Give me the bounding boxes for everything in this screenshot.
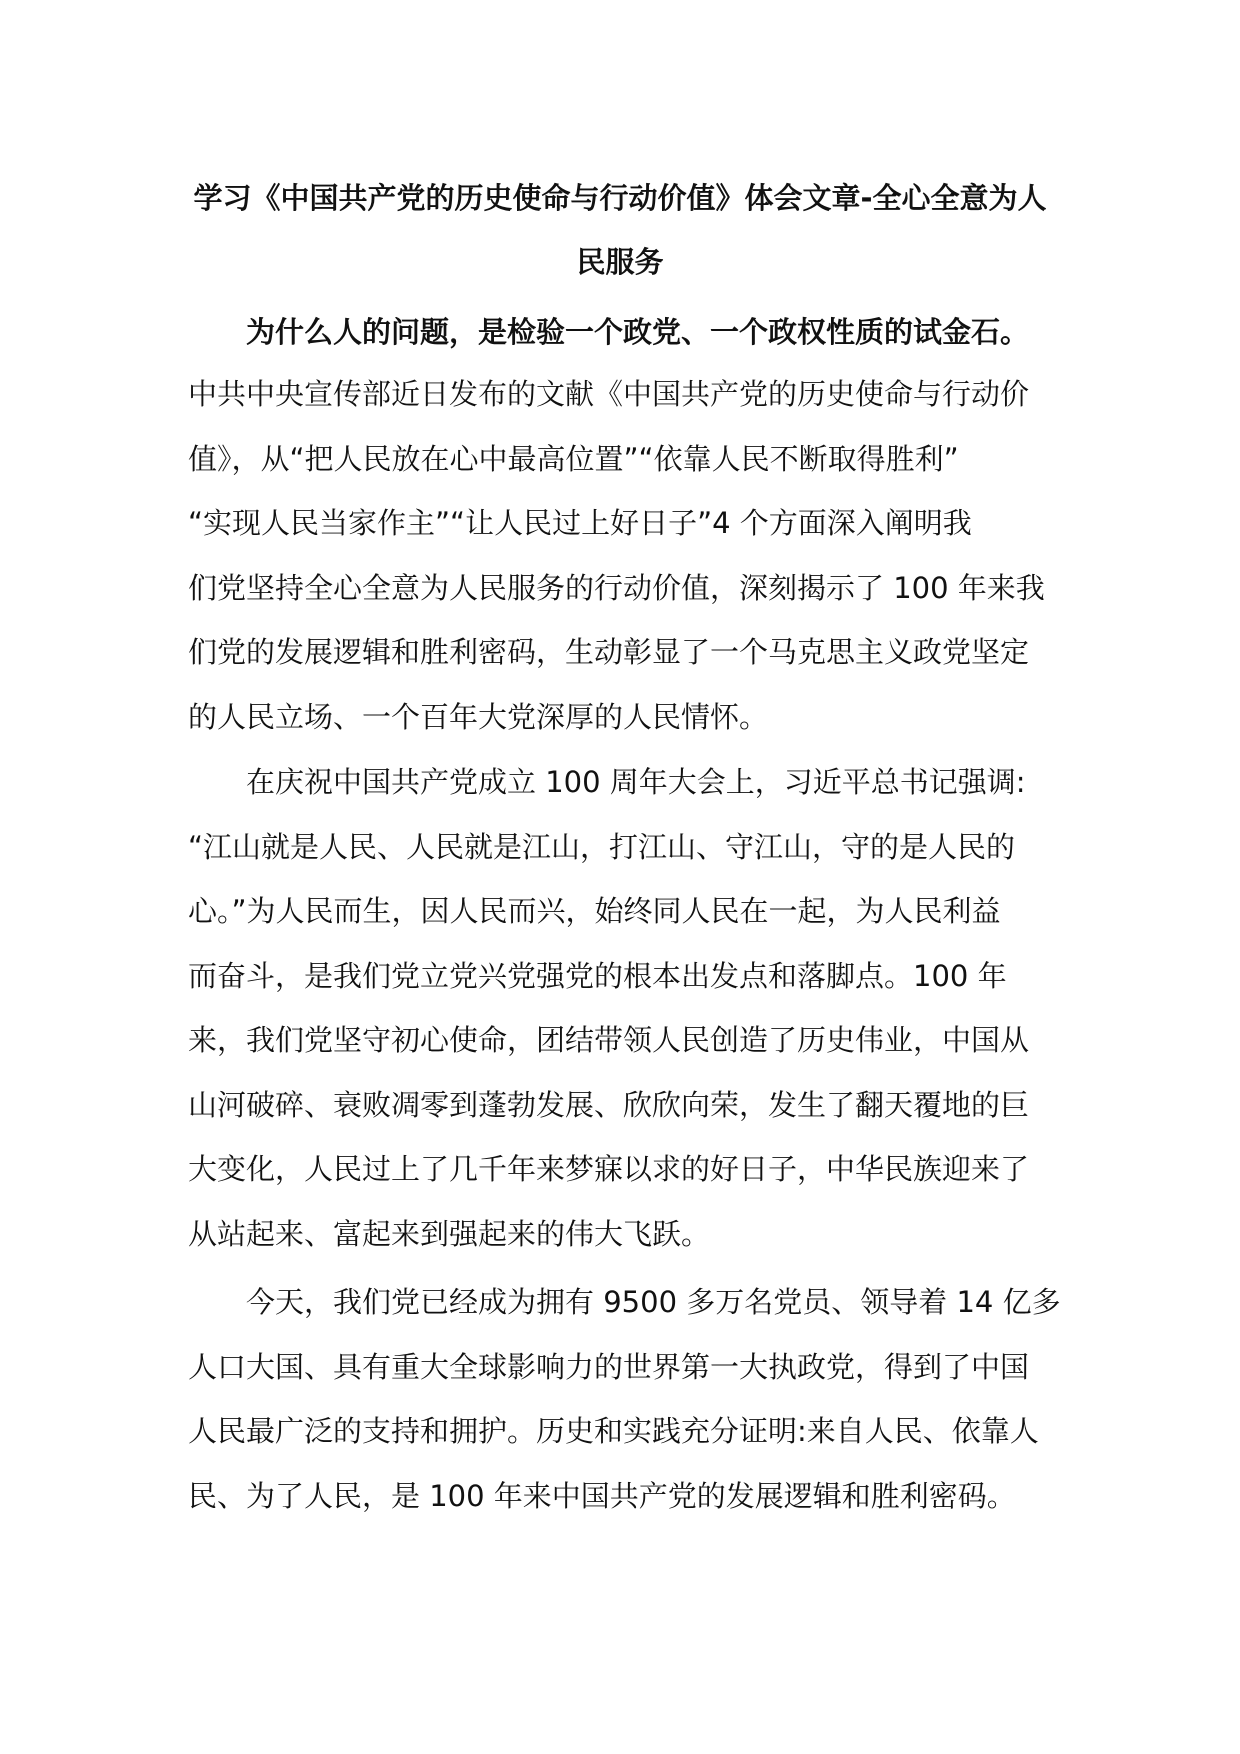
paragraph-2 <box>188 750 1068 1266</box>
paragraph-line: 心。”为人民而生，因人民而兴，始终同人民在一起，为人民利益 <box>188 894 1001 928</box>
paragraph-line: 从站起来、富起来到强起来的伟大飞跃。 <box>188 1216 711 1251</box>
paragraph-line: 民、为了人民，是 100 年来中国共产党的发展逻辑和胜利密码。 <box>188 1478 1016 1513</box>
lead-line: 为什么人的问题，是检验一个政党、一个政权性质的试金石。 <box>246 315 1030 349</box>
paragraph-line: “江山就是人民、人民就是江山，打江山、守江山，守的是人民的 <box>188 829 1016 864</box>
paragraph-line: “实现人民当家作主”“让人民过上好日子”4 个方面深入阐明我 <box>188 506 972 540</box>
document-title <box>180 166 1060 294</box>
paragraph-line: 而奋斗，是我们党立党兴党强党的根本出发点和落脚点。100 年 <box>188 958 1007 993</box>
paragraph-line: 的人民立场、一个百年大党深厚的人民情怀。 <box>188 699 769 734</box>
paragraph-1 <box>188 362 1068 749</box>
title-line: 民服务 <box>576 245 664 279</box>
paragraph-line: 今天，我们党已经成为拥有 9500 多万名党员、领导着 14 亿多 <box>246 1285 1061 1319</box>
paragraph-line: 值》，从“把人民放在心中最高位置”“依靠人民不断取得胜利” <box>188 441 959 476</box>
paragraph-line: 在庆祝中国共产党成立 100 周年大会上，习近平总书记强调: <box>246 765 1026 799</box>
paragraph-line: 们党的发展逻辑和胜利密码，生动彰显了一个马克思主义政党坚定 <box>188 635 1030 669</box>
paragraph-line: 大变化，人民过上了几千年来梦寐以求的好日子，中华民族迎来了 <box>188 1152 1030 1186</box>
paragraph-line: 来，我们党坚守初心使命，团结带领人民创造了历史伟业，中国从 <box>188 1023 1030 1057</box>
title-line: 学习《中国共产党的历史使命与行动价值》体会文章-全心全意为人 <box>193 181 1047 215</box>
paragraph-line: 中共中央宣传部近日发布的文献《中国共产党的历史使命与行动价 <box>188 377 1030 411</box>
lead-sentence <box>188 300 1068 365</box>
paragraph-line: 人民最广泛的支持和拥护。历史和实践充分证明:来自人民、依靠人 <box>188 1414 1039 1448</box>
paragraph-3 <box>188 1270 1068 1528</box>
paragraph-line: 们党坚持全心全意为人民服务的行动价值，深刻揭示了 100 年来我 <box>188 570 1045 605</box>
paragraph-line: 人口大国、具有重大全球影响力的世界第一大执政党，得到了中国 <box>188 1349 1030 1384</box>
paragraph-line: 山河破碎、衰败凋零到蓬勃发展、欣欣向荣，发生了翻天覆地的巨 <box>188 1087 1030 1122</box>
